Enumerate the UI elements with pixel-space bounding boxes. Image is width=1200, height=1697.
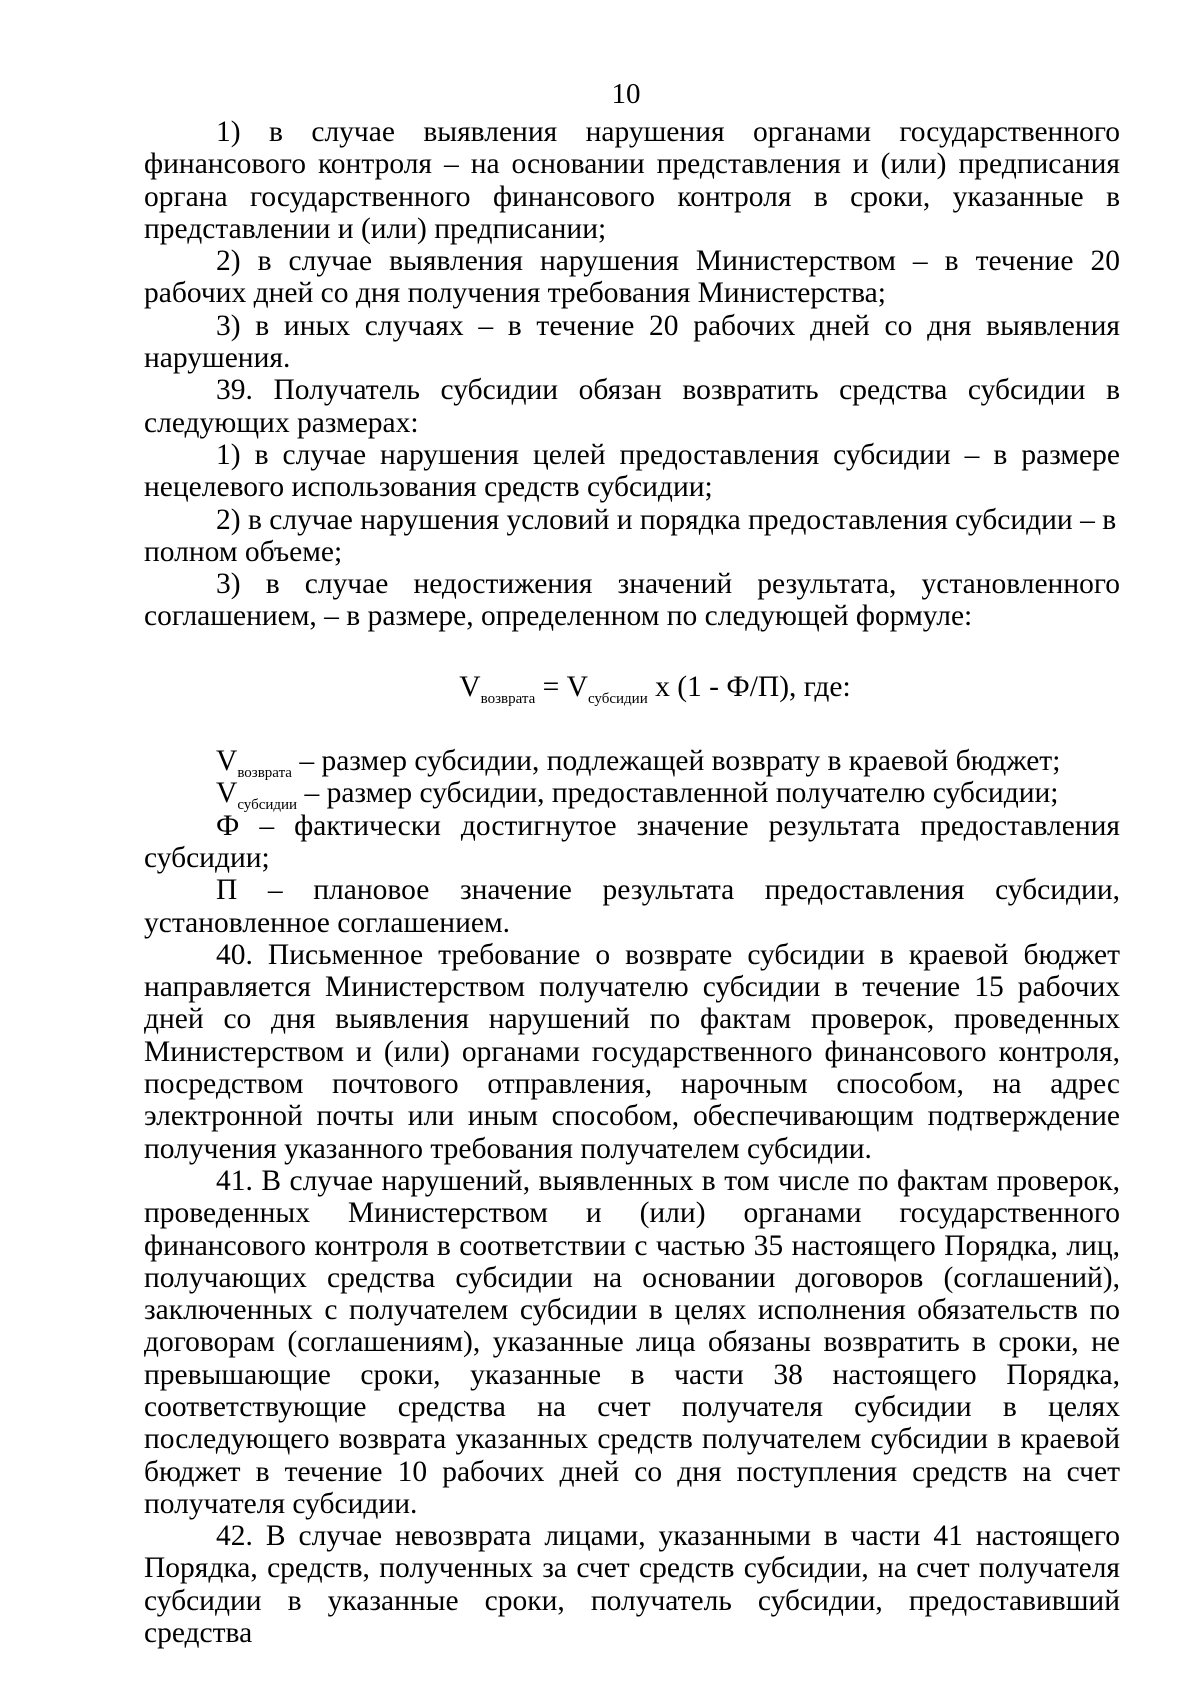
formula-sub-return: возврата	[480, 690, 536, 707]
formula-equals: =	[535, 670, 567, 703]
paragraph-38-item-2: 2) в случае выявления нарушения Министерством – в течение 20 рабочих дней со дня получения требования Министерства;	[144, 245, 1120, 310]
paragraph-41: 41. В случае нарушений, выявленных в том числе по фактам проверок, проведенных Министерством и (или) органами государственного финансового контроля в соответствии с частью 35 настоящего Порядка, лиц, получающих средства субсидии на основании договоров (соглашений), заключенных с получателем субсидии в целях исполнения обязательств по договорам (соглашениям), указанные лица обязаны возвратить в сроки, не превышающие сроки, указанные в части 38 настоящего Порядка, соответствующие средства на счет получателя субсидии в целях последующего возврата указанных средств получателем субсидии в краевой бюджет в течение 10 рабочих дней со дня поступления средств на счет получателя субсидии.	[144, 1164, 1120, 1520]
paragraph-42: 42. В случае невозврата лицами, указанными в части 41 настоящего Порядка, средств, полученных за счет средств субсидии, на счет получателя субсидии в указанные сроки, получатель субсидии, предоставивший средства	[144, 1520, 1120, 1650]
definition-v-return: $V_{возврата}$ – размер субсидии, подлежащей возврату в краевой бюджет;	[216, 745, 1061, 782]
page-number: 10	[611, 78, 641, 110]
paragraph-39-item-2: 2) в случае нарушения условий и порядка предоставления субсидии – в полном объеме;	[144, 503, 1117, 568]
document-body	[144, 116, 1120, 1649]
paragraph-39-item-1: 1) в случае нарушения целей предоставления субсидии – в размере нецелевого использования средств субсидии;	[144, 438, 1120, 504]
paragraph-39-item-3: 3) в случае недостижения значений результата, установленного соглашением, – в размере, определенном по следующей формуле:	[144, 568, 1120, 633]
paragraph-38-item-1: 1) в случае выявления нарушения органами государственного финансового контроля – на основании представления и (или) предписания органа государственного финансового контроля в сроки, указанные в представлении и (или) предписании;	[144, 116, 1120, 245]
paragraph-40: 40. Письменное требование о возврате субсидии в краевой бюджет направляется Министерством получателю субсидии в течение 15 рабочих дней со дня выявления нарушений по фактам проверок, проведенных Министерством и (или) органами государственного финансового контроля, посредством почтового отправления, нарочным способом, на адрес электронной почты или иным способом, обеспечивающим подтверждение получения указанного требования получателем субсидии.	[144, 938, 1120, 1165]
paragraph-38-item-3: 3) в иных случаях – в течение 20 рабочих дней со дня выявления нарушения.	[144, 309, 1120, 375]
paragraph-39: 39. Получатель субсидии обязан возвратить средства субсидии в следующих размерах:	[144, 374, 1120, 439]
formula-sub-subsidy: субсидии	[587, 690, 648, 707]
definition-v-subsidy: $V_{субсидии}$ – размер субсидии, предоставленной получателю субсидии;	[216, 777, 1059, 814]
formula-expression: х (1 - Ф/П), где:	[647, 670, 851, 703]
return-formula	[144, 670, 1120, 707]
definition-f: Ф – фактически достигнутое значение результата предоставления субсидии;	[144, 809, 1120, 874]
formula-v-subsidy: V	[566, 670, 588, 703]
definition-p: П – плановое значение результата предоставления субсидии, установленное соглашением.	[144, 874, 1120, 939]
formula-v-return: V	[459, 670, 481, 703]
